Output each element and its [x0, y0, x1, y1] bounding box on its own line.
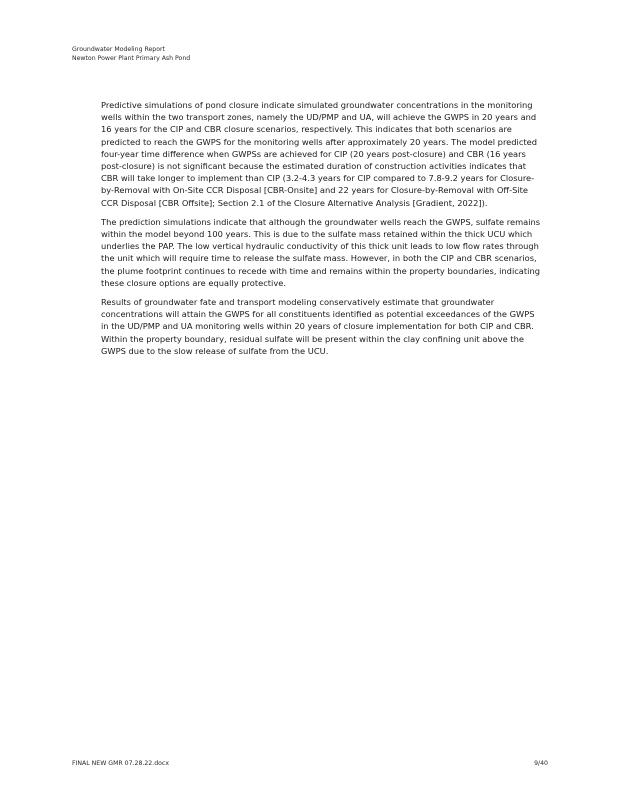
report-title: Groundwater Modeling Report	[72, 46, 165, 53]
paragraph-closure-simulations: Predictive simulations of pond closure indicate simulated groundwater concentrations in the monitoring wells within the two transport zones, namely the UD/PMP and UA, will achieve the GWPS in 20 years and 16 years for the CIP and CBR closure scenarios, respectively. This indicates that both scenarios are predicted to reach the GWPS for the monitoring wells after approximately 20 years. The model predicted four-year time difference when GWPSs are achieved for CIP (20 years post-closure) and CBR (16 years post-closure) is not significant because the estimated duration of construction activities indicates that CBR will take longer to implement than CIP (3.2-4.3 years for CIP compared to 7.8-9.2 years for Closure-by-Removal with On-Site CCR Disposal [CBR-Onsite] and 22 years for Closure-by-Removal with Off-Site CCR Disposal [CBR Offsite]; Section 2.1 of the Closure Alternative Analysis [Gradient, 2022]).	[101, 100, 538, 208]
page-footer	[72, 760, 548, 767]
paragraph-sulfate-retention: The prediction simulations indicate that although the groundwater wells reach the GWPS, sulfate remains within the model beyond 100 years. This is due to the sulfate mass retained within the thick UCU which underlies the PAP. The low vertical hydraulic conductivity of this thick unit leads to low flow rates through the unit which will require time to release the sulfate mass. However, in both the CIP and CBR scenarios, the plume footprint continues to recede with time and remains within the property boundaries, indicating these closure options are equally protective.	[101, 216, 541, 288]
document-filename: FINAL NEW GMR 07.28.22.docx	[72, 760, 169, 767]
page-number: 9/40	[534, 760, 548, 767]
page-header	[72, 46, 190, 63]
site-name: Newton Power Plant Primary Ash Pond	[72, 54, 191, 62]
body-text	[101, 99, 543, 364]
paragraph-results-summary: Results of groundwater fate and transport modeling conservatively estimate that groundwater concentrations will attain the GWPS for all constituents identified as potential exceedances of the GWPS in the UD/PMP and UA monitoring wells within 20 years of closure implementation for both CIP and CBR. Within the property boundary, residual sulfate will be present within the clay confining unit above the GWPS due to the slow release of sulfate from the UCU.	[101, 297, 535, 356]
